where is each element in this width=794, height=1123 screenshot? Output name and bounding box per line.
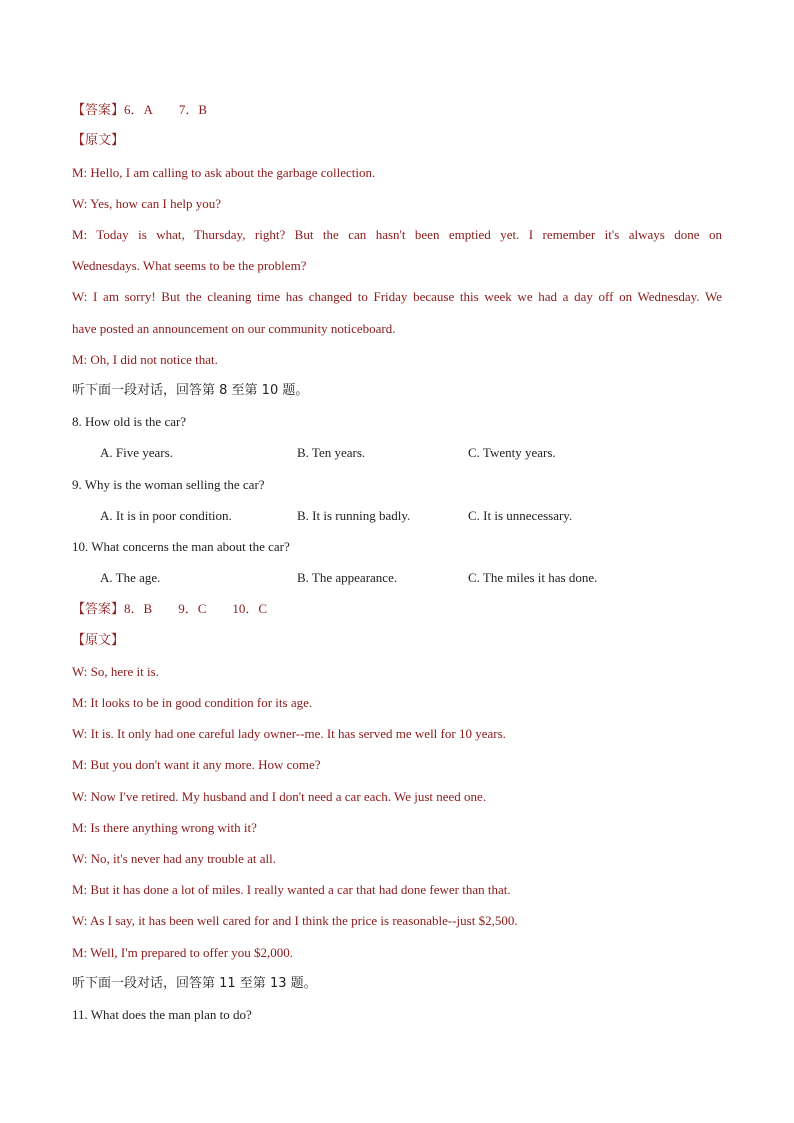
dialogue1-line: M: Today is what, Thursday, right? But the can hasn't been emptied yet. I remember it's always done on [72,227,722,242]
source-label: 【原文】 [72,633,125,648]
dialogue1-line: M: Oh, I did not notice that. [72,352,218,367]
question-10: 10. What concerns the man about the car? [72,539,290,554]
dialogue1-line: W: I am sorry! But the cleaning time has changed to Friday because this week we had a day off on Wednesday. We [72,289,722,304]
source-label: 【原文】 [72,133,125,148]
instruction-8-10: 听下面一段对话，回答第 8 至第 10 题。 [72,383,309,398]
dialogue1-line: have posted an announcement on our community noticeboard. [72,321,396,336]
dialogue2-line: M: But it has done a lot of miles. I really wanted a car that had done fewer than that. [72,882,511,897]
question-10-option-b: B. The appearance. [297,570,398,585]
dialogue2-line: W: As I say, it has been well cared for and I think the price is reasonable--just $2,500. [72,913,518,928]
dialogue1-line: W: Yes, how can I help you? [72,196,221,211]
dialogue2-line: M: Well, I'm prepared to offer you $2,000. [72,945,294,960]
dialogue2-line: M: Is there anything wrong with it? [72,820,257,835]
question-9: 9. Why is the woman selling the car? [72,477,265,492]
question-8-option-c: C. Twenty years. [468,445,556,460]
answer-line-6-7 [72,101,722,120]
dialogue2-line: M: It looks to be in good condition for its age. [72,695,313,710]
dialogue2-line: W: So, here it is. [72,664,159,679]
question-9-option-b: B. It is running badly. [297,508,411,523]
answer-8: 8．B [124,601,153,616]
instruction-11-13: 听下面一段对话，回答第 11 至第 13 题。 [72,976,317,991]
dialogue2-line: M: But you don't want it any more. How come? [72,757,321,772]
answer-7: 7．B [178,102,208,117]
answer-9: 9．C [178,601,207,616]
question-9-option-c: C. It is unnecessary. [468,508,573,523]
question-11: 11. What does the man plan to do? [72,1007,252,1022]
answer-label: 【答案】 [72,602,125,617]
dialogue1-line: Wednesdays. What seems to be the problem? [72,258,307,273]
question-10-option-c: C. The miles it has done. [468,570,598,585]
answer-10: 10．C [232,601,268,616]
question-9-option-a: A. It is in poor condition. [100,508,232,523]
answer-line-8-10 [72,600,722,619]
dialogue1-line: M: Hello, I am calling to ask about the garbage collection. [72,165,376,180]
question-8-option-b: B. Ten years. [297,445,366,460]
dialogue2-line: W: It is. It only had one careful lady owner--me. It has served me well for 10 years. [72,726,506,741]
answer-label: 【答案】 [72,103,125,118]
answer-6: 6．A [124,102,153,117]
dialogue2-line: W: Now I've retired. My husband and I don't need a car each. We just need one. [72,789,487,804]
dialogue2-line: W: No, it's never had any trouble at all. [72,851,277,866]
question-8-option-a: A. Five years. [100,445,173,460]
question-8: 8. How old is the car? [72,414,187,429]
question-10-option-a: A. The age. [100,570,161,585]
